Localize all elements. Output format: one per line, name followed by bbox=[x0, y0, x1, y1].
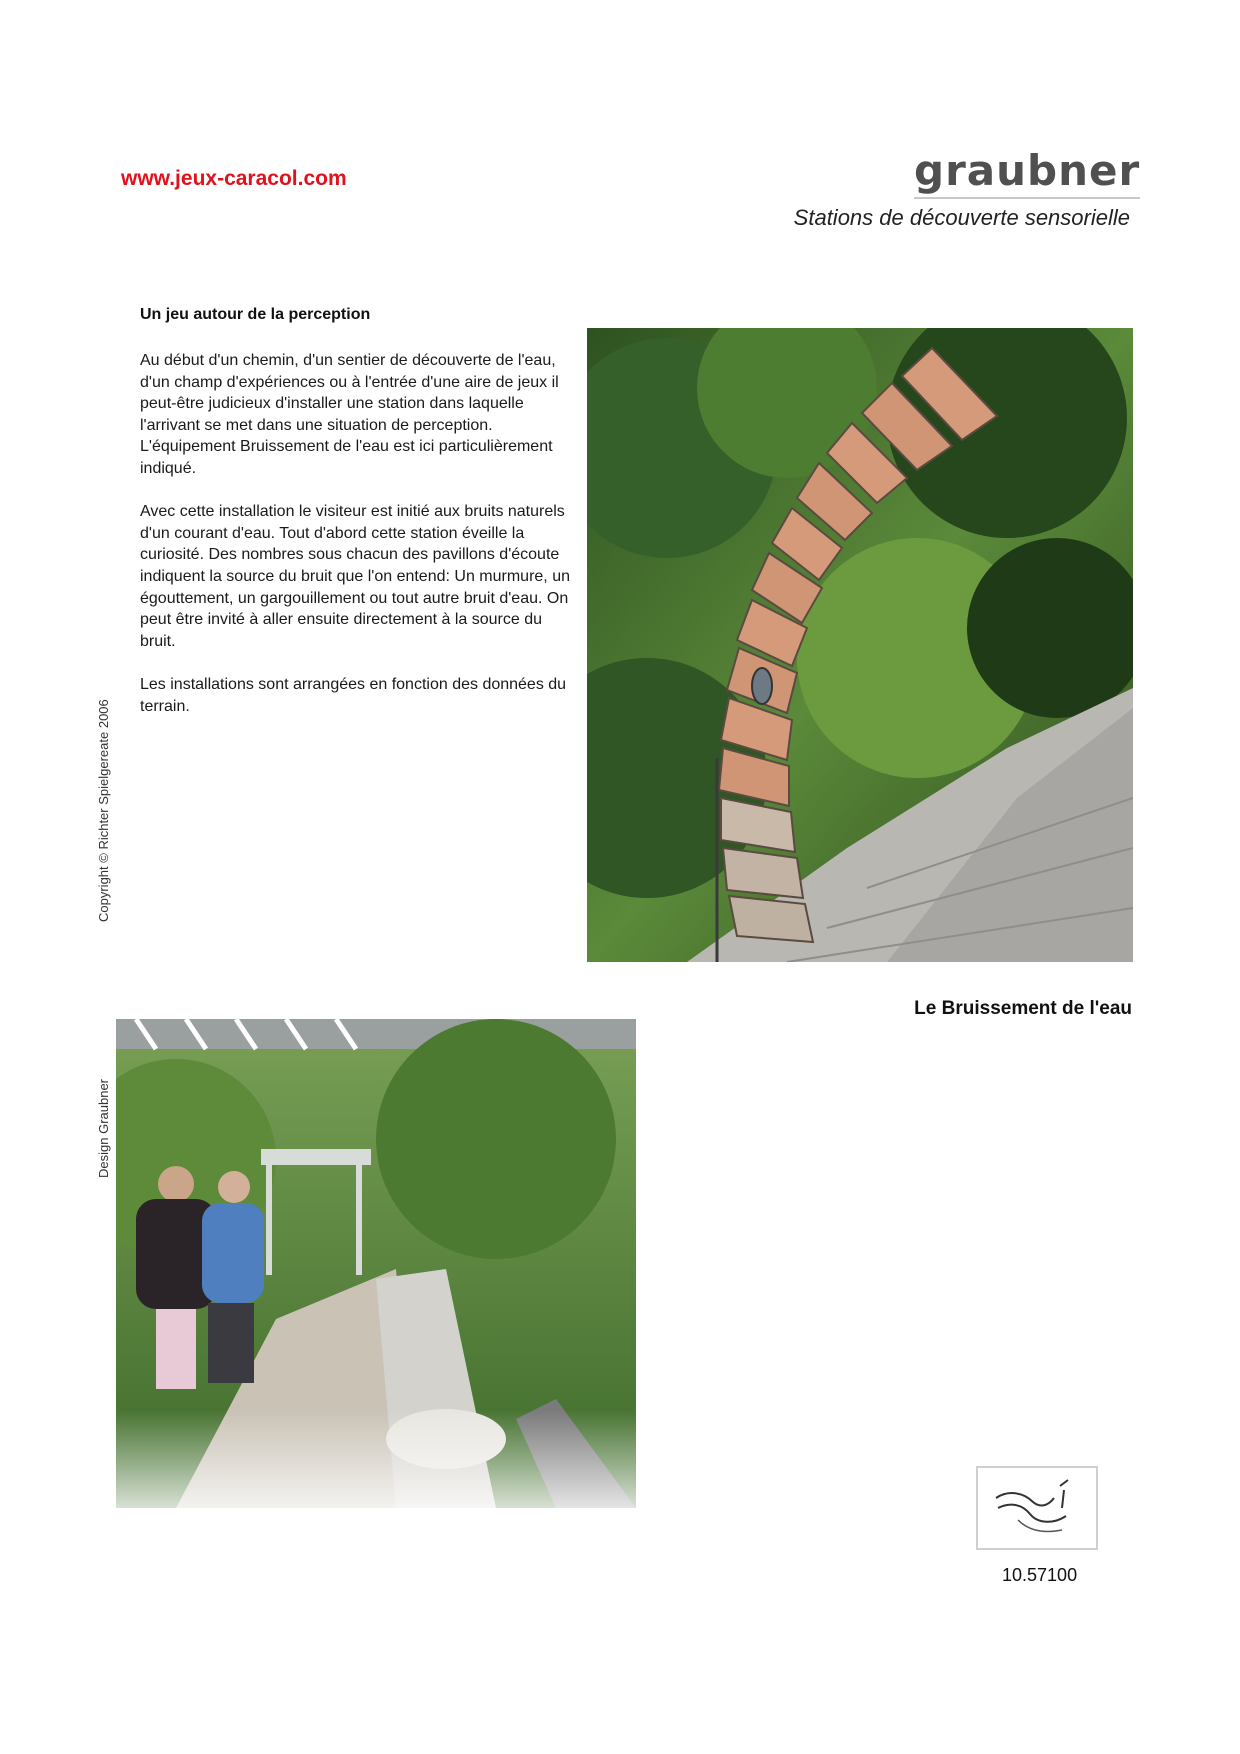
article-heading: Un jeu autour de la perception bbox=[140, 306, 371, 323]
paragraph-2: Avec cette installation le visiteur est initié aux bruits naturels d'un courant d'eau. Tout d'abord cette station éveille la curiosité. Des nombres sous chacun des pavillons d'écoute indiquent la source du bruit que l'on entend: Un murmure, un égouttement, un gargouillement ou tout autre bruit d'eau. On peut être invité à aller ensuite directement à la source du bruit. bbox=[140, 503, 570, 650]
brand-name: graubner bbox=[914, 146, 1141, 195]
paragraph-1: Au début d'un chemin, d'un sentier de découverte de l'eau, d'un champ d'expériences ou à l'entrée d'une aire de jeux il peut-être judicieux d'installer une station dans laquelle l'arrivant se met dans une situation de perception. L'équipement Bruissement de l'eau est ici particulièrement indiqué. bbox=[140, 352, 559, 477]
design-credit: Design Graubner bbox=[96, 1079, 111, 1178]
photo-caption: Le Bruissement de l'eau bbox=[914, 998, 1132, 1019]
paragraph-3: Les installations sont arrangées en fonction des données du terrain. bbox=[140, 675, 567, 715]
arch-photo bbox=[587, 328, 1133, 962]
website-url[interactable]: www.jeux-caracol.com bbox=[121, 167, 347, 190]
logo-underline bbox=[914, 197, 1140, 199]
graubner-logo bbox=[914, 146, 1140, 195]
brand-mark-stamp bbox=[976, 1466, 1098, 1550]
page-subtitle: Stations de découverte sensorielle bbox=[793, 205, 1130, 230]
copyright-note: Copyright © Richter Spielgereate 2006 bbox=[96, 699, 111, 922]
stream-path-photo bbox=[116, 1019, 636, 1508]
product-code: 10.57100 bbox=[1002, 1565, 1078, 1585]
article-body bbox=[140, 350, 580, 739]
water-wave-icon bbox=[978, 1468, 1096, 1548]
